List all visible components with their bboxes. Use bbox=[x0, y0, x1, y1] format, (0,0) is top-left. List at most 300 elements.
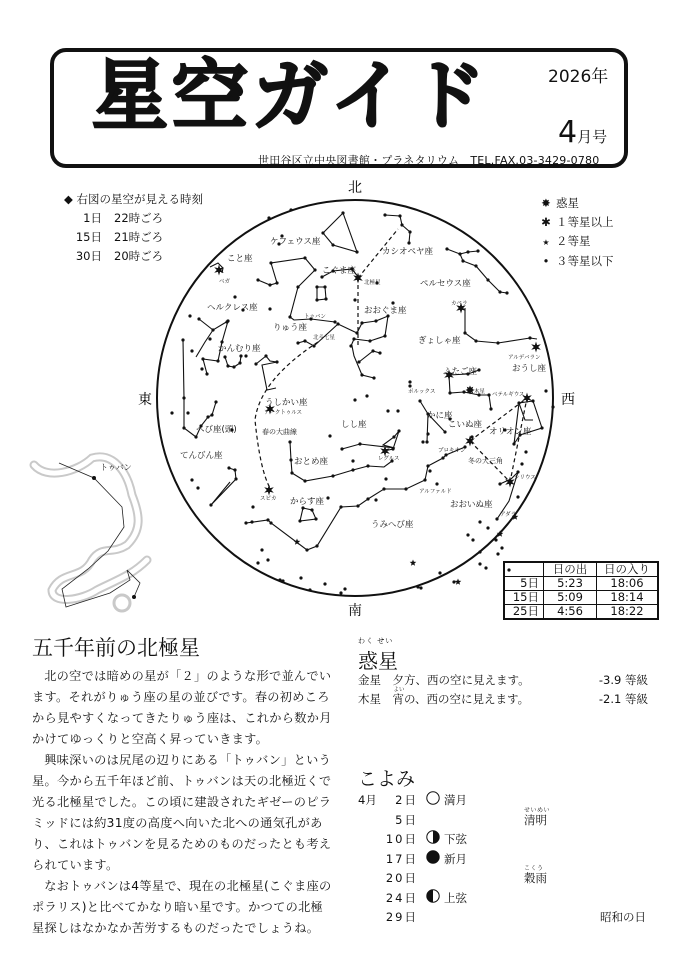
moon-last-icon bbox=[426, 830, 440, 844]
star-dim bbox=[268, 307, 271, 310]
star-dim bbox=[353, 398, 356, 401]
star-dim bbox=[339, 591, 342, 594]
label-leo: しし座 bbox=[341, 420, 367, 430]
star-dim bbox=[250, 520, 253, 523]
label-canis-major: おおいぬ座 bbox=[450, 500, 493, 510]
label-perseus: ペルセウス座 bbox=[420, 279, 471, 289]
solar-term: 清明 bbox=[524, 812, 547, 827]
line-serpens bbox=[183, 340, 216, 437]
planet-magnitude: -3.9 等級 bbox=[598, 673, 648, 687]
star-dim bbox=[200, 367, 203, 370]
star-dim bbox=[323, 582, 326, 585]
star-dim bbox=[425, 440, 428, 443]
star-dim bbox=[233, 295, 236, 298]
moon-new-icon bbox=[426, 850, 440, 864]
label-corona: かんむり座 bbox=[218, 344, 261, 354]
table-header-row bbox=[504, 562, 658, 577]
calendar-day: 29日 bbox=[385, 910, 418, 924]
label-thuban: トゥバン bbox=[304, 314, 326, 320]
holiday: 昭和の日 bbox=[600, 910, 646, 924]
star-dim bbox=[520, 462, 523, 465]
star-dim bbox=[498, 290, 501, 293]
star-dim bbox=[341, 211, 344, 214]
label-jupiter: 木星 bbox=[474, 389, 486, 395]
star-dim bbox=[365, 394, 368, 397]
star-dim bbox=[289, 458, 292, 461]
star-dim bbox=[366, 464, 369, 467]
calendar-day: 10日 bbox=[385, 832, 418, 846]
solar-term-ruby: せいめい bbox=[524, 806, 551, 814]
label-draco: りゅう座 bbox=[273, 323, 308, 333]
label-lyra: こと座 bbox=[227, 254, 253, 264]
calendar-row bbox=[358, 831, 648, 851]
label-hydra: うみへび座 bbox=[371, 520, 414, 530]
star-dim bbox=[551, 405, 554, 408]
star-dim bbox=[238, 361, 241, 364]
star-dim bbox=[331, 243, 334, 246]
star-dim bbox=[478, 520, 481, 523]
planets-title-ruby: わく せい bbox=[358, 637, 394, 645]
star-dim bbox=[471, 538, 474, 541]
star-dim bbox=[540, 426, 543, 429]
star-dim bbox=[275, 281, 278, 284]
star-dim bbox=[408, 384, 411, 387]
star-dim bbox=[360, 321, 363, 324]
line-leo bbox=[342, 431, 399, 451]
star-dim bbox=[196, 486, 199, 489]
line-cepheus bbox=[323, 213, 357, 252]
line-libra bbox=[211, 468, 236, 505]
star-dim bbox=[477, 368, 480, 371]
star-dim bbox=[251, 505, 254, 508]
star-dim bbox=[314, 517, 317, 520]
star-dim bbox=[190, 478, 193, 481]
star-dim bbox=[355, 250, 358, 253]
calendar-row bbox=[358, 890, 648, 910]
draco-thuban-label: トゥバン bbox=[100, 463, 132, 472]
label-serpens: へび座(頭) bbox=[196, 425, 237, 435]
star-dim bbox=[268, 283, 271, 286]
planet-desc-ruby: よい bbox=[393, 687, 405, 693]
star-dim bbox=[190, 349, 193, 352]
star-dim bbox=[366, 497, 369, 500]
star-dim bbox=[487, 393, 490, 396]
star-dim bbox=[474, 339, 477, 342]
star-dim bbox=[443, 430, 446, 433]
star-dim bbox=[233, 468, 236, 471]
star-dim bbox=[321, 231, 324, 234]
visible-time-day: 1日 bbox=[83, 211, 102, 225]
star-dim bbox=[289, 208, 292, 211]
draco-illustration bbox=[22, 450, 162, 625]
star-dim bbox=[205, 372, 208, 375]
star-dim bbox=[462, 390, 465, 393]
star-dim bbox=[351, 459, 354, 462]
star-dim bbox=[315, 285, 318, 288]
article-paragraph: 北の空では暗めの星が「２」のような形で並んでいます。それがりゅう座の星の並びです。春の初めころから見やすくなってきたりゅう座は、これから数か月かけてゆっくりと空高く昇っていきます。 bbox=[32, 669, 332, 746]
star-dim bbox=[516, 470, 519, 473]
star-dim bbox=[296, 341, 299, 344]
star-dim bbox=[374, 319, 377, 322]
star-dim bbox=[266, 518, 269, 521]
star-dim bbox=[466, 250, 469, 253]
table-cell: 5日 bbox=[504, 577, 544, 591]
star-dim bbox=[324, 297, 327, 300]
line-corvus bbox=[300, 508, 316, 521]
star-dim bbox=[461, 259, 464, 262]
star-dim bbox=[368, 339, 371, 342]
visible-time-hour: 22時ごろ bbox=[114, 211, 164, 225]
issue-year: 2026年 bbox=[548, 67, 609, 87]
calendar-day: 24日 bbox=[385, 890, 418, 905]
star-dim bbox=[269, 261, 272, 264]
table-cell: 18:14 bbox=[597, 591, 659, 605]
star-dim bbox=[489, 407, 492, 410]
star-dim bbox=[372, 376, 375, 379]
star-dim bbox=[351, 468, 354, 471]
table-header: 日の出 bbox=[544, 562, 597, 577]
moon-full-icon bbox=[426, 791, 440, 805]
label-orion: オリオン座 bbox=[489, 427, 532, 437]
direction-north: 北 bbox=[348, 180, 362, 196]
star-dim bbox=[244, 521, 247, 524]
direction-south: 南 bbox=[348, 603, 362, 619]
star-dim bbox=[275, 360, 278, 363]
star-dim bbox=[288, 315, 291, 318]
dragon-body bbox=[34, 457, 147, 600]
star-dim bbox=[408, 380, 411, 383]
star-dim bbox=[288, 440, 291, 443]
planets-title: 惑星 bbox=[358, 649, 398, 673]
table-cell: 4:56 bbox=[544, 605, 597, 620]
star-dim bbox=[445, 247, 448, 250]
legend-item: ★ ２等星 bbox=[540, 232, 614, 252]
star-dim bbox=[486, 278, 489, 281]
star-dim bbox=[315, 298, 318, 301]
calendar-row bbox=[358, 792, 648, 812]
line-auriga bbox=[465, 308, 537, 343]
line-ursa-minor-bowl bbox=[317, 287, 326, 300]
star-dim bbox=[206, 415, 209, 418]
star-dim bbox=[419, 586, 422, 589]
star-dim bbox=[383, 334, 386, 337]
star-dim bbox=[278, 578, 281, 581]
star-dim bbox=[496, 552, 499, 555]
star-dim bbox=[404, 487, 407, 490]
label-cancer: かに座 bbox=[427, 411, 453, 421]
star-dim bbox=[498, 482, 501, 485]
star-dim bbox=[170, 411, 173, 414]
star-dim bbox=[416, 585, 419, 588]
label-auriga: ぎょしゃ座 bbox=[418, 336, 461, 346]
star-dim bbox=[500, 546, 503, 549]
star-dim bbox=[328, 434, 331, 437]
star-dim bbox=[484, 566, 487, 569]
table-cell: 5:23 bbox=[544, 577, 597, 591]
star-dim bbox=[495, 517, 498, 520]
table-header bbox=[504, 562, 544, 577]
label-cassiopeia: カシオペヤ座 bbox=[382, 247, 434, 257]
star-dim bbox=[349, 344, 352, 347]
line-cassiopeia bbox=[385, 215, 410, 243]
direction-east: 東 bbox=[138, 392, 152, 408]
star-dim bbox=[528, 336, 531, 339]
table-row bbox=[504, 577, 658, 591]
label-alphard: アルファルド bbox=[419, 489, 452, 495]
star-dim bbox=[494, 538, 497, 541]
label-cepheus: ケフェウス座 bbox=[270, 237, 321, 247]
star-dim bbox=[312, 344, 315, 347]
issue-number: 4 bbox=[558, 115, 578, 150]
label-arcturus: アークトゥルス bbox=[264, 410, 303, 416]
article-body bbox=[32, 666, 332, 939]
star-dim bbox=[223, 355, 226, 358]
horizon-circle bbox=[157, 200, 553, 596]
star-dim bbox=[378, 351, 381, 354]
star-dim bbox=[391, 301, 394, 304]
star-dim bbox=[357, 360, 360, 363]
star-dim bbox=[374, 498, 377, 501]
star-dim bbox=[298, 519, 301, 522]
star-dim bbox=[214, 400, 217, 403]
star-dim bbox=[516, 495, 519, 498]
star-dim bbox=[303, 256, 306, 259]
star-dim bbox=[463, 331, 466, 334]
moon-phase: 上弦 bbox=[444, 890, 467, 905]
star-dim bbox=[512, 442, 515, 445]
star-first-magnitude bbox=[264, 485, 274, 496]
first-magnitude-symbol-icon: ✱ bbox=[541, 215, 551, 229]
article-paragraph: 興味深いのは尻尾の辺りにある「トゥバン」という星。今から五千年ほど前、トゥバンは天の北極近くで光る北極星でした。この頃に建設されたギゼーのピラミッドには約31度の高度へ向いた北への通気孔があり、これはトゥバンを見るためのものだったとも考えられています。 bbox=[32, 753, 332, 872]
label-hercules: ヘルクレス座 bbox=[207, 303, 258, 313]
calendar-day: 5日 bbox=[395, 812, 418, 827]
star-dim bbox=[438, 571, 441, 574]
star-dim bbox=[355, 331, 358, 334]
star-dim bbox=[426, 464, 429, 467]
star-dim bbox=[315, 544, 318, 547]
star-dim bbox=[209, 503, 212, 506]
star-dim bbox=[186, 411, 189, 414]
star-dim bbox=[303, 339, 306, 342]
star-dim bbox=[458, 252, 461, 255]
star-dim bbox=[423, 478, 426, 481]
star-dim bbox=[384, 477, 387, 480]
star-dim bbox=[531, 399, 534, 402]
star-dim bbox=[505, 291, 508, 294]
star-dim bbox=[452, 580, 455, 583]
star-dim bbox=[517, 401, 520, 404]
star-dim bbox=[296, 285, 299, 288]
star-dim bbox=[211, 328, 214, 331]
visible-time-day: 30日 bbox=[75, 249, 102, 263]
star-dim bbox=[210, 413, 213, 416]
star-dim bbox=[421, 440, 424, 443]
star-dim bbox=[299, 576, 302, 579]
calendar-day: 17日 bbox=[385, 851, 418, 866]
label-betelgeuse: ベテルギウス bbox=[492, 392, 525, 398]
calendar-day: 20日 bbox=[385, 871, 418, 885]
star-first-magnitude bbox=[531, 342, 541, 353]
star-dim bbox=[426, 432, 429, 435]
calendar-day: 2日 bbox=[395, 793, 418, 807]
star-dim bbox=[256, 561, 259, 564]
line-bootes bbox=[256, 356, 277, 390]
star-dim bbox=[428, 469, 431, 472]
star-dim bbox=[313, 268, 316, 271]
label-ursa-minor: こぐま座 bbox=[322, 266, 357, 276]
star-dim bbox=[308, 588, 311, 591]
star-dim bbox=[208, 337, 211, 340]
table-cell: 5:09 bbox=[544, 591, 597, 605]
planet-magnitude: -2.1 等級 bbox=[598, 692, 648, 706]
article-title: 五千年前の北極星 bbox=[32, 636, 200, 660]
star-dim bbox=[496, 341, 499, 344]
star-dim bbox=[290, 471, 293, 474]
star-dim bbox=[331, 474, 334, 477]
star-dim bbox=[232, 365, 235, 368]
star-dim bbox=[470, 435, 473, 438]
solar-term-ruby: こくう bbox=[524, 865, 544, 872]
star-map bbox=[130, 175, 575, 620]
star-dim bbox=[201, 357, 204, 360]
visible-time-hour: 20時ごろ bbox=[114, 249, 164, 263]
direction-west: 西 bbox=[561, 392, 575, 408]
visible-time-day: 15日 bbox=[75, 230, 102, 244]
label-libra: てんびん座 bbox=[180, 451, 223, 461]
star-dim bbox=[310, 508, 313, 511]
star-dim bbox=[305, 548, 308, 551]
label-spica: スピカ bbox=[260, 496, 277, 502]
star-dim bbox=[441, 456, 444, 459]
label-capella: カペラ bbox=[451, 301, 468, 307]
label-aldebaran: アルデバラン bbox=[508, 355, 541, 361]
moon-phase: 満月 bbox=[444, 793, 467, 807]
label-sirius: シリウス bbox=[514, 475, 536, 481]
star-dim bbox=[264, 354, 267, 357]
star-dim bbox=[323, 285, 326, 288]
label-vega: ベガ bbox=[219, 279, 231, 285]
calendar-row bbox=[358, 865, 648, 890]
label-regulus: レグルス bbox=[378, 456, 400, 462]
legend-item: • ３等星以下 bbox=[540, 252, 614, 271]
star-dim bbox=[418, 399, 421, 402]
star-dim bbox=[326, 496, 329, 499]
legend-item: ✸ 惑星 bbox=[540, 194, 614, 213]
star-dim bbox=[333, 320, 336, 323]
dragon-tail-curl bbox=[114, 595, 130, 611]
label-ursa-major: おおぐま座 bbox=[364, 306, 407, 316]
star-dim bbox=[383, 213, 386, 216]
second-magnitude-symbol-icon: ★ bbox=[542, 238, 550, 247]
star-dim bbox=[353, 298, 356, 301]
star-dim bbox=[356, 504, 359, 507]
thuban-star bbox=[92, 476, 96, 480]
star-dim bbox=[466, 533, 469, 536]
star-dim bbox=[474, 264, 477, 267]
star-dim bbox=[227, 466, 230, 469]
planet-name: 金星 bbox=[358, 673, 381, 687]
moon-phase: 新月 bbox=[444, 851, 467, 866]
label-bootes: うしかい座 bbox=[265, 398, 308, 408]
visible-time-hour: 21時ごろ bbox=[114, 230, 164, 244]
star-dim bbox=[386, 409, 389, 412]
moon-phase: 下弦 bbox=[444, 832, 467, 846]
star-dim bbox=[382, 487, 385, 490]
article-paragraph: なおトゥバンは4等星で、現在の北極星(こぐま座のポラリス)と比べてかなり暗い星です。かつての北極星探しはなかなか苦労するものだったでしょうね。 bbox=[32, 879, 332, 935]
label-gemini: ふたご座 bbox=[443, 367, 478, 377]
star-dim bbox=[407, 241, 410, 244]
legend-item: ✱ １等星以上 bbox=[540, 213, 614, 232]
star-dim bbox=[343, 587, 346, 590]
third-magnitude-symbol-icon: • bbox=[542, 254, 550, 268]
star-dim bbox=[194, 435, 197, 438]
table-row bbox=[504, 591, 658, 605]
label-polaris: 北極星 bbox=[364, 280, 381, 286]
label-virgo: おとめ座 bbox=[294, 457, 329, 467]
star-dim bbox=[435, 482, 438, 485]
star-dim bbox=[256, 278, 259, 281]
label-big-dipper: 北斗七星 bbox=[313, 335, 336, 341]
planet-desc: 宵の、西の空に見えます。 bbox=[392, 692, 530, 706]
line-cancer bbox=[420, 401, 428, 442]
star-dim bbox=[478, 562, 481, 565]
star-dim bbox=[216, 359, 219, 362]
star-dim bbox=[400, 223, 403, 226]
issue-month bbox=[558, 115, 608, 150]
calendar-title: こよみ bbox=[358, 768, 416, 790]
star-dim bbox=[340, 447, 343, 450]
star-dim bbox=[398, 214, 401, 217]
issue-suffix: 月号 bbox=[577, 128, 608, 146]
organization-contact: 世田谷区立中央図書館・プラネタリウム TEL.FAX.03-3429-0780 bbox=[258, 154, 600, 167]
label-adhara: アダラ bbox=[500, 512, 517, 518]
label-procyon: プロキオン bbox=[438, 448, 466, 454]
star-dim bbox=[391, 447, 394, 450]
planet-name: 木星 bbox=[358, 692, 381, 706]
planet-desc: 夕方、西の空に見えます。 bbox=[392, 673, 530, 687]
label-winter-triangle: 冬の大三角 bbox=[468, 457, 503, 465]
star-dim bbox=[358, 442, 361, 445]
star-dim bbox=[244, 354, 247, 357]
label-pollux: ポルックス bbox=[408, 389, 436, 395]
star-dim bbox=[397, 429, 400, 432]
star-dim bbox=[226, 364, 229, 367]
star-dim bbox=[486, 526, 489, 529]
star-dim bbox=[448, 391, 451, 394]
star-second-magnitude bbox=[455, 579, 462, 585]
star-dim bbox=[478, 550, 481, 553]
star-dim bbox=[544, 389, 547, 392]
star-dim bbox=[303, 479, 306, 482]
table-cell: 18:06 bbox=[597, 577, 659, 591]
table-header: 日の入り bbox=[597, 562, 659, 577]
star-dim bbox=[239, 354, 242, 357]
label-taurus: おうし座 bbox=[512, 364, 547, 374]
table-cell: 15日 bbox=[504, 591, 544, 605]
star-dim bbox=[360, 373, 363, 376]
star-dim bbox=[336, 322, 339, 325]
sunrise-sunset-table bbox=[503, 561, 659, 620]
label-spring-curve: 春の大曲線 bbox=[262, 428, 297, 436]
label-canis-minor: こいぬ座 bbox=[448, 420, 483, 430]
star-dim bbox=[371, 349, 374, 352]
line-orion bbox=[514, 401, 542, 444]
star-dim bbox=[188, 314, 191, 317]
star-dim bbox=[396, 409, 399, 412]
star-dim bbox=[281, 579, 284, 582]
star-dim bbox=[260, 548, 263, 551]
line-hydra bbox=[246, 447, 465, 550]
